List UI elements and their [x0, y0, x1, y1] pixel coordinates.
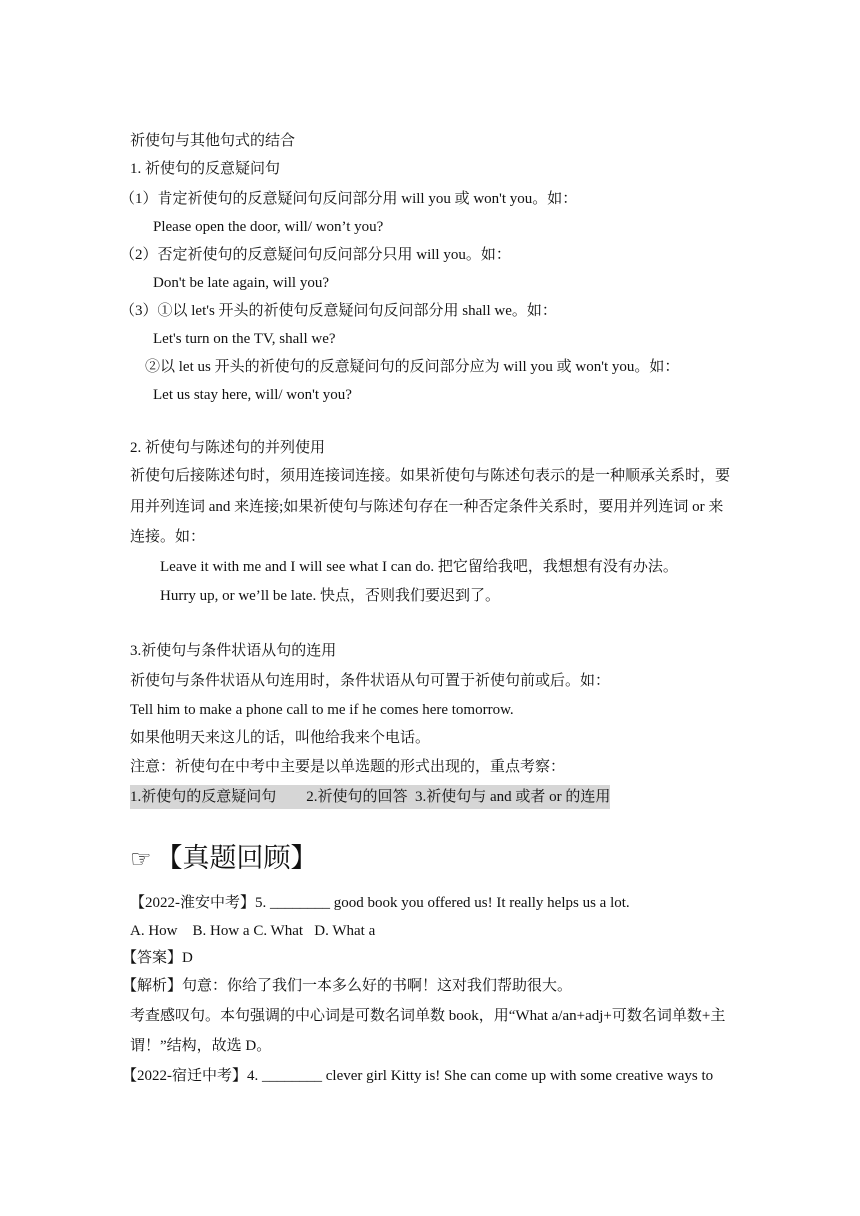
- paragraph-line: 祈使句与条件状语从句连用时，条件状语从句可置于祈使句前或后。如：: [130, 673, 611, 689]
- example-chinese: 如果他明天来这儿的话，叫他给我来个电话。: [130, 730, 431, 746]
- review-heading: [130, 842, 318, 876]
- paragraph-line: 用并列连词 and 来连接;如果祈使句与陈述句存在一种否定条件关系时，要用并列连词 or 来: [130, 499, 724, 515]
- subsection-3-title: 3.祈使句与条件状语从句的连用: [130, 643, 337, 659]
- example-or: Hurry up, or we’ll be late. 快点，否则我们要迟到了。: [160, 588, 500, 604]
- review-title: 【真题回顾】: [155, 843, 318, 874]
- question-4: 【2022-宿迁中考】4. ________ clever girl Kitty is! She can come up with some creative ways to: [122, 1068, 714, 1084]
- example-english: Tell him to make a phone call to me if he comes here tomorrow.: [130, 702, 514, 718]
- rule-3: （3）①以 let's 开头的祈使句反意疑问句反问部分用 shall we。如：: [120, 303, 557, 319]
- highlight-row: [130, 785, 610, 809]
- pointing-hand-icon: ☞: [130, 845, 152, 873]
- paragraph-line: 连接。如：: [130, 529, 206, 545]
- rule-2: （2）否定祈使句的反意疑问句反问部分只用 will you。如：: [120, 247, 511, 263]
- explanation-line: 考查感叹句。本句强调的中心词是可数名词单数 book，用“What a/an+adj+可数名词单数+主: [130, 1008, 726, 1024]
- example-and: Leave it with me and I will see what I can do. 把它留给我吧，我想想有没有办法。: [160, 559, 678, 575]
- highlighted-key-points: 1.祈使句的反意疑问句 2.祈使句的回答 3.祈使句与 and 或者 or 的连用: [130, 785, 610, 809]
- answer-line: 【答案】D: [122, 950, 193, 966]
- subsection-2-title: 2. 祈使句与陈述句的并列使用: [130, 440, 326, 456]
- example-2: Don't be late again, will you?: [153, 275, 329, 291]
- rule-4: ②以 let us 开头的祈使句的反意疑问句的反问部分应为 will you 或 won't you。如：: [145, 359, 680, 375]
- example-4: Let us stay here, will/ won't you?: [153, 387, 352, 403]
- example-3: Let's turn on the TV, shall we?: [153, 331, 336, 347]
- analysis-line: 【解析】句意：你给了我们一本多么好的书啊！这对我们帮助很大。: [122, 978, 573, 994]
- question-5: 【2022-淮安中考】5. ________ good book you offered us! It really helps us a lot.: [130, 895, 630, 911]
- explanation-line: 谓！”结构，故选 D。: [130, 1038, 272, 1054]
- subsection-1-title: 1. 祈使句的反意疑问句: [130, 161, 281, 177]
- example-1: Please open the door, will/ won’t you?: [153, 219, 384, 235]
- section-title: 祈使句与其他句式的结合: [130, 133, 296, 149]
- note-line: 注意：祈使句在中考中主要是以单选题的形式出现的，重点考察：: [130, 759, 566, 775]
- question-5-options: A. How B. How a C. What D. What a: [130, 923, 376, 939]
- rule-1: （1）肯定祈使句的反意疑问句反问部分用 will you 或 won't you。如：: [120, 191, 578, 207]
- paragraph-line: 祈使句后接陈述句时，须用连接词连接。如果祈使句与陈述句表示的是一种顺承关系时，要: [130, 468, 731, 484]
